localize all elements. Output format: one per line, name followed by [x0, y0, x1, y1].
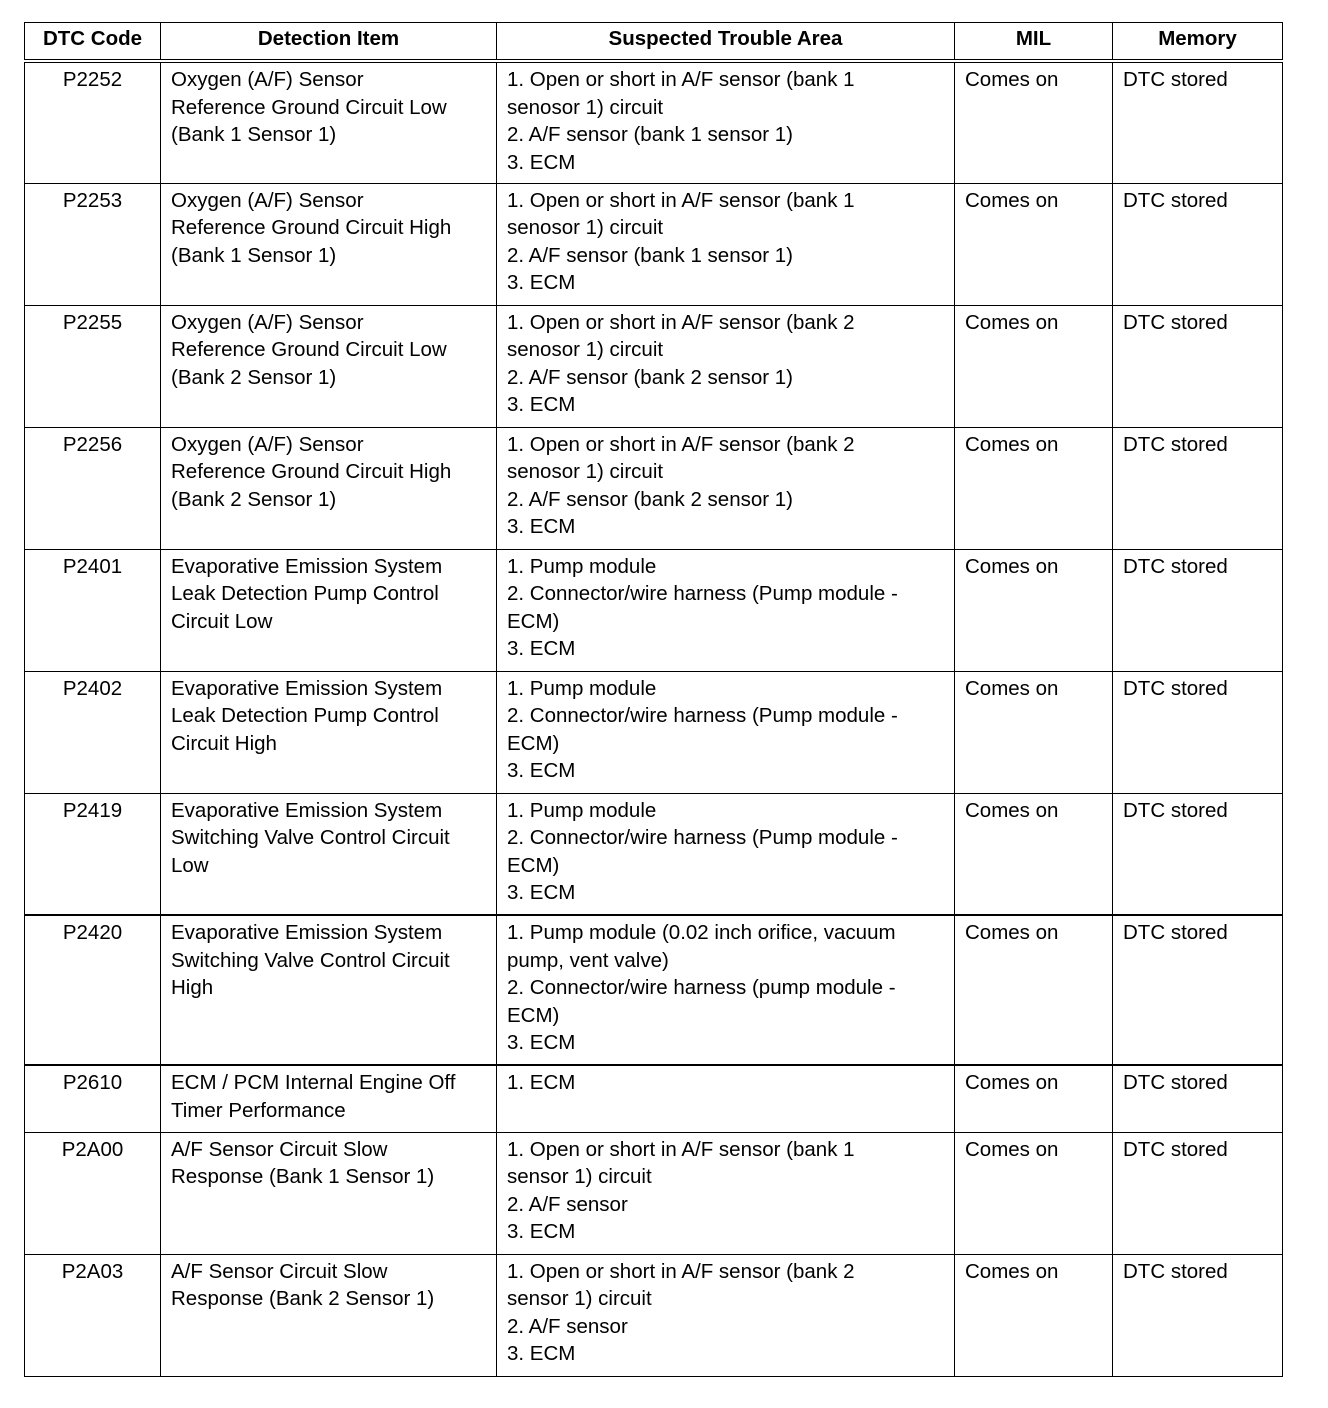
- mil-cell: Comes on: [955, 915, 1113, 1065]
- dtc-table: [24, 22, 1283, 1377]
- mil-cell: Comes on: [955, 427, 1113, 549]
- memory-cell: DTC stored: [1113, 915, 1283, 1065]
- table-row: [25, 427, 1283, 549]
- table-row: [25, 1254, 1283, 1376]
- detection-item-cell: Evaporative Emission System Switching Valve Control Circuit Low: [161, 793, 497, 915]
- dtc-code-cell: P2255: [25, 305, 161, 427]
- dtc-code-cell: P2A00: [25, 1132, 161, 1254]
- dtc-code-cell: P2401: [25, 549, 161, 671]
- trouble-area-cell: 1. Open or short in A/F sensor (bank 2 senosor 1) circuit 2. A/F sensor (bank 2 sensor 1) 3. ECM: [497, 427, 955, 549]
- table-row: [25, 1132, 1283, 1254]
- memory-cell: DTC stored: [1113, 1254, 1283, 1376]
- detection-item-cell: ECM / PCM Internal Engine Off Timer Performance: [161, 1065, 497, 1132]
- header-row: [25, 23, 1283, 62]
- trouble-area-cell: 1. Pump module (0.02 inch orifice, vacuum pump, vent valve) 2. Connector/wire harness (pump module - ECM) 3. ECM: [497, 915, 955, 1065]
- header-memory: Memory: [1113, 23, 1283, 62]
- table-body: [25, 61, 1283, 1376]
- dtc-code-cell: P2253: [25, 183, 161, 305]
- mil-cell: Comes on: [955, 183, 1113, 305]
- trouble-area-cell: 1. Pump module 2. Connector/wire harness (Pump module - ECM) 3. ECM: [497, 793, 955, 915]
- dtc-code-cell: P2420: [25, 915, 161, 1065]
- dtc-code-cell: P2419: [25, 793, 161, 915]
- header-detection-item: Detection Item: [161, 23, 497, 62]
- table-row: [25, 1065, 1283, 1132]
- detection-item-cell: Evaporative Emission System Switching Valve Control Circuit High: [161, 915, 497, 1065]
- header-dtc-code: DTC Code: [25, 23, 161, 62]
- dtc-code-cell: P2610: [25, 1065, 161, 1132]
- dtc-code-cell: P2256: [25, 427, 161, 549]
- mil-cell: Comes on: [955, 61, 1113, 183]
- mil-cell: Comes on: [955, 305, 1113, 427]
- memory-cell: DTC stored: [1113, 427, 1283, 549]
- memory-cell: DTC stored: [1113, 183, 1283, 305]
- memory-cell: DTC stored: [1113, 1132, 1283, 1254]
- trouble-area-cell: 1. Open or short in A/F sensor (bank 2 sensor 1) circuit 2. A/F sensor 3. ECM: [497, 1254, 955, 1376]
- memory-cell: DTC stored: [1113, 305, 1283, 427]
- detection-item-cell: A/F Sensor Circuit Slow Response (Bank 1 Sensor 1): [161, 1132, 497, 1254]
- memory-cell: DTC stored: [1113, 1065, 1283, 1132]
- detection-item-cell: Oxygen (A/F) Sensor Reference Ground Circuit Low (Bank 1 Sensor 1): [161, 61, 497, 183]
- mil-cell: Comes on: [955, 1132, 1113, 1254]
- detection-item-cell: Evaporative Emission System Leak Detection Pump Control Circuit High: [161, 671, 497, 793]
- detection-item-cell: A/F Sensor Circuit Slow Response (Bank 2 Sensor 1): [161, 1254, 497, 1376]
- trouble-area-cell: 1. Pump module 2. Connector/wire harness (Pump module - ECM) 3. ECM: [497, 549, 955, 671]
- detection-item-cell: Evaporative Emission System Leak Detection Pump Control Circuit Low: [161, 549, 497, 671]
- trouble-area-cell: 1. ECM: [497, 1065, 955, 1132]
- header-mil: MIL: [955, 23, 1113, 62]
- trouble-area-cell: 1. Open or short in A/F sensor (bank 1 senosor 1) circuit 2. A/F sensor (bank 1 sensor 1) 3. ECM: [497, 183, 955, 305]
- memory-cell: DTC stored: [1113, 549, 1283, 671]
- table-row: [25, 915, 1283, 1065]
- detection-item-cell: Oxygen (A/F) Sensor Reference Ground Circuit High (Bank 1 Sensor 1): [161, 183, 497, 305]
- table-row: [25, 61, 1283, 183]
- memory-cell: DTC stored: [1113, 61, 1283, 183]
- table-row: [25, 305, 1283, 427]
- memory-cell: DTC stored: [1113, 793, 1283, 915]
- memory-cell: DTC stored: [1113, 671, 1283, 793]
- mil-cell: Comes on: [955, 549, 1113, 671]
- table-row: [25, 183, 1283, 305]
- table-row: [25, 793, 1283, 915]
- table-row: [25, 671, 1283, 793]
- trouble-area-cell: 1. Open or short in A/F sensor (bank 1 sensor 1) circuit 2. A/F sensor 3. ECM: [497, 1132, 955, 1254]
- detection-item-cell: Oxygen (A/F) Sensor Reference Ground Circuit Low (Bank 2 Sensor 1): [161, 305, 497, 427]
- mil-cell: Comes on: [955, 1065, 1113, 1132]
- trouble-area-cell: 1. Open or short in A/F sensor (bank 1 senosor 1) circuit 2. A/F sensor (bank 1 sensor 1) 3. ECM: [497, 61, 955, 183]
- dtc-code-cell: P2252: [25, 61, 161, 183]
- table-header: [25, 23, 1283, 62]
- dtc-code-cell: P2A03: [25, 1254, 161, 1376]
- header-suspected-trouble-area: Suspected Trouble Area: [497, 23, 955, 62]
- trouble-area-cell: 1. Open or short in A/F sensor (bank 2 senosor 1) circuit 2. A/F sensor (bank 2 sensor 1) 3. ECM: [497, 305, 955, 427]
- dtc-code-cell: P2402: [25, 671, 161, 793]
- trouble-area-cell: 1. Pump module 2. Connector/wire harness (Pump module - ECM) 3. ECM: [497, 671, 955, 793]
- mil-cell: Comes on: [955, 793, 1113, 915]
- table-row: [25, 549, 1283, 671]
- mil-cell: Comes on: [955, 671, 1113, 793]
- mil-cell: Comes on: [955, 1254, 1113, 1376]
- detection-item-cell: Oxygen (A/F) Sensor Reference Ground Circuit High (Bank 2 Sensor 1): [161, 427, 497, 549]
